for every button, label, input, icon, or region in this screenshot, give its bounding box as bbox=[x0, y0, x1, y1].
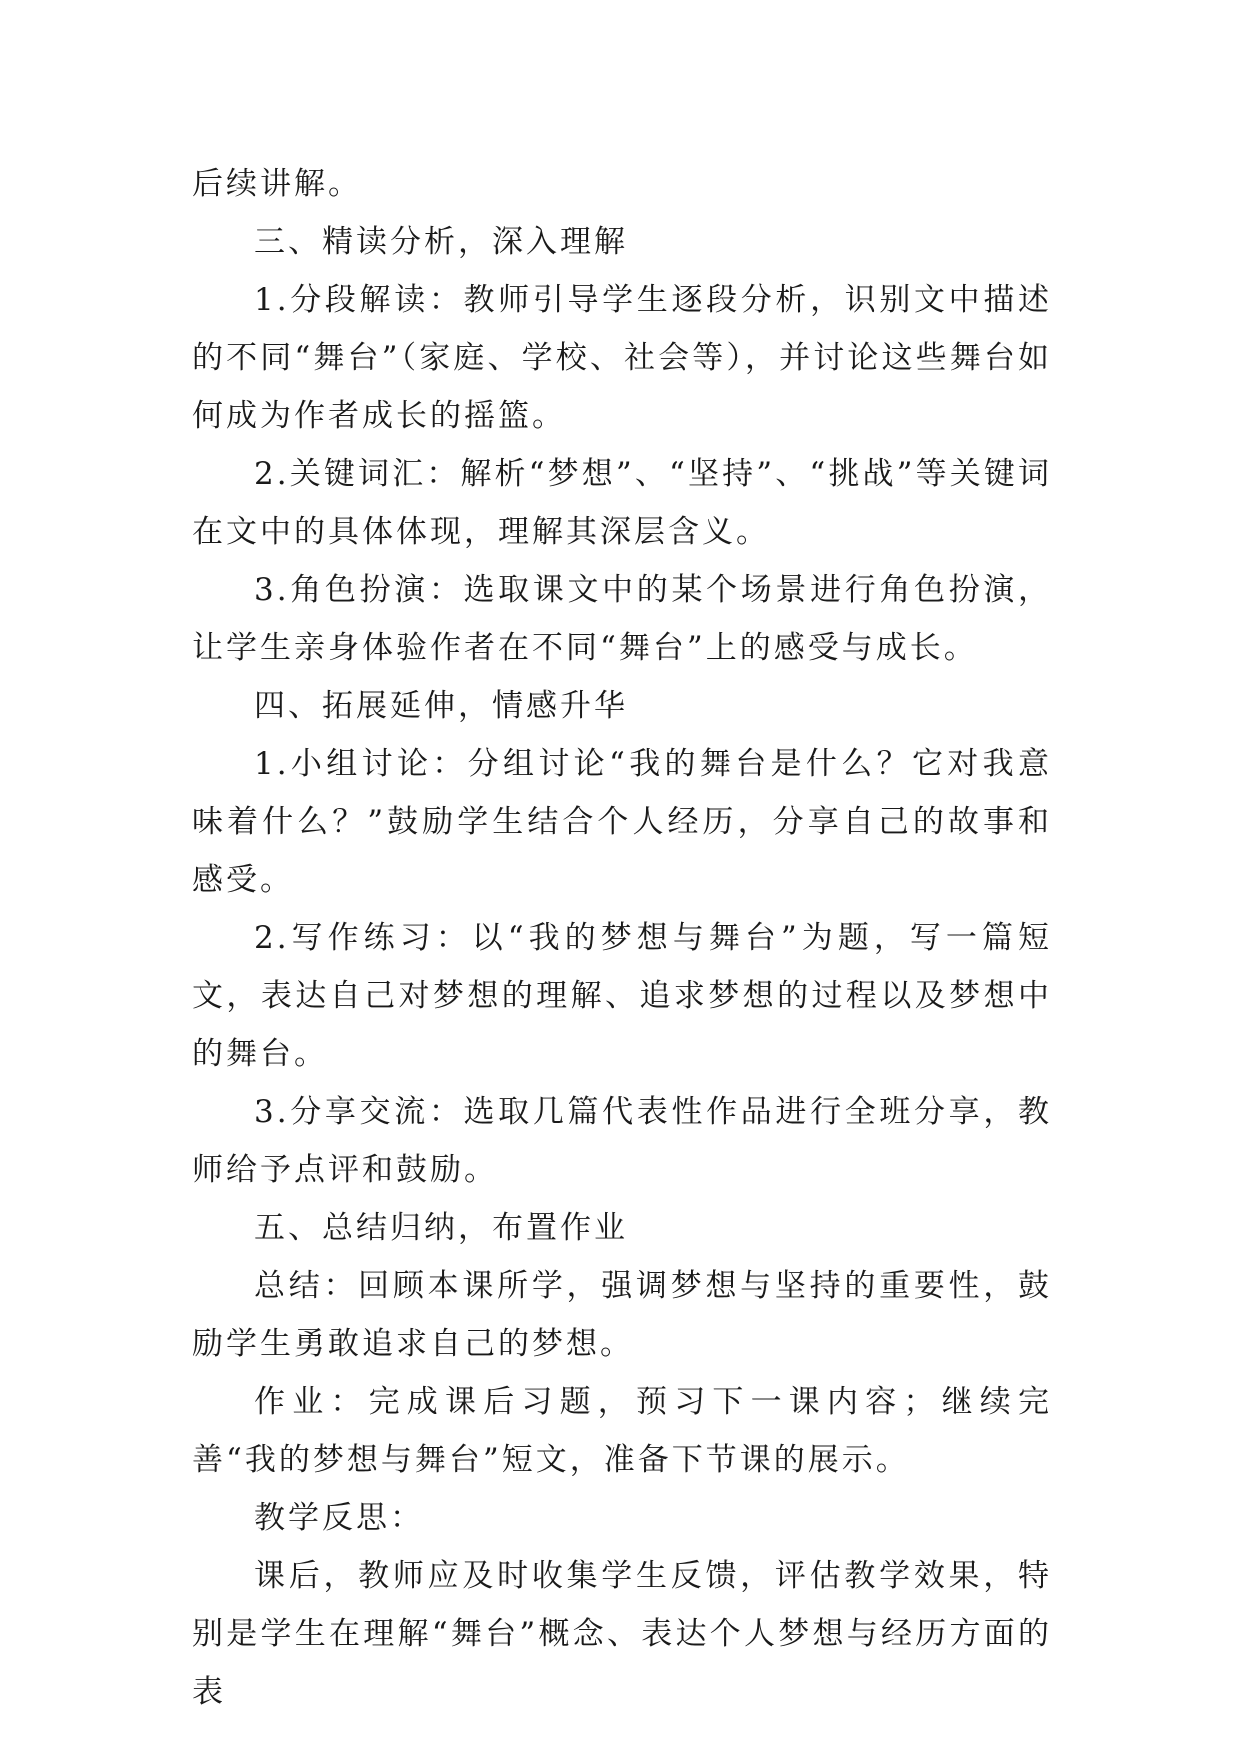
paragraph-3-3: 3.角色扮演：选取课文中的某个场景进行角色扮演，让学生亲身体验作者在不同“舞台”上的感受与成长。 bbox=[192, 572, 1052, 666]
section-heading-5: 五、总结归纳，布置作业 bbox=[254, 1210, 628, 1246]
paragraph-summary: 总结：回顾本课所学，强调梦想与坚持的重要性，鼓励学生勇敢追求自己的梦想。 bbox=[192, 1268, 1052, 1362]
paragraph-4-2: 2.写作练习：以“我的梦想与舞台”为题，写一篇短文，表达自己对梦想的理解、追求梦想的过程以及梦想中的舞台。 bbox=[192, 920, 1052, 1072]
paragraph-reflection: 课后，教师应及时收集学生反馈，评估教学效果，特别是学生在理解“舞台”概念、表达个人梦想与经历方面的表 bbox=[192, 1558, 1052, 1710]
paragraph-3-1: 1.分段解读：教师引导学生逐段分析，识别文中描述的不同“舞台”（家庭、学校、社会等），并讨论这些舞台如何成为作者成长的摇篮。 bbox=[192, 282, 1052, 434]
section-heading-4: 四、拓展延伸，情感升华 bbox=[254, 688, 628, 724]
section-heading-3: 三、精读分析，深入理解 bbox=[254, 224, 628, 260]
paragraph-continued: 后续讲解。 bbox=[192, 166, 362, 202]
paragraph-3-2: 2.关键词汇：解析“梦想”、“坚持”、“挑战”等关键词在文中的具体体现，理解其深层含义。 bbox=[192, 456, 1052, 550]
paragraph-4-3: 3.分享交流：选取几篇代表性作品进行全班分享，教师给予点评和鼓励。 bbox=[192, 1094, 1052, 1188]
paragraph-4-1: 1.小组讨论：分组讨论“我的舞台是什么？它对我意味着什么？”鼓励学生结合个人经历，分享自己的故事和感受。 bbox=[192, 746, 1052, 898]
paragraph-homework: 作业：完成课后习题，预习下一课内容；继续完善“我的梦想与舞台”短文，准备下节课的展示。 bbox=[192, 1384, 1052, 1478]
document-body bbox=[192, 155, 1052, 1721]
reflection-heading: 教学反思： bbox=[254, 1500, 424, 1536]
